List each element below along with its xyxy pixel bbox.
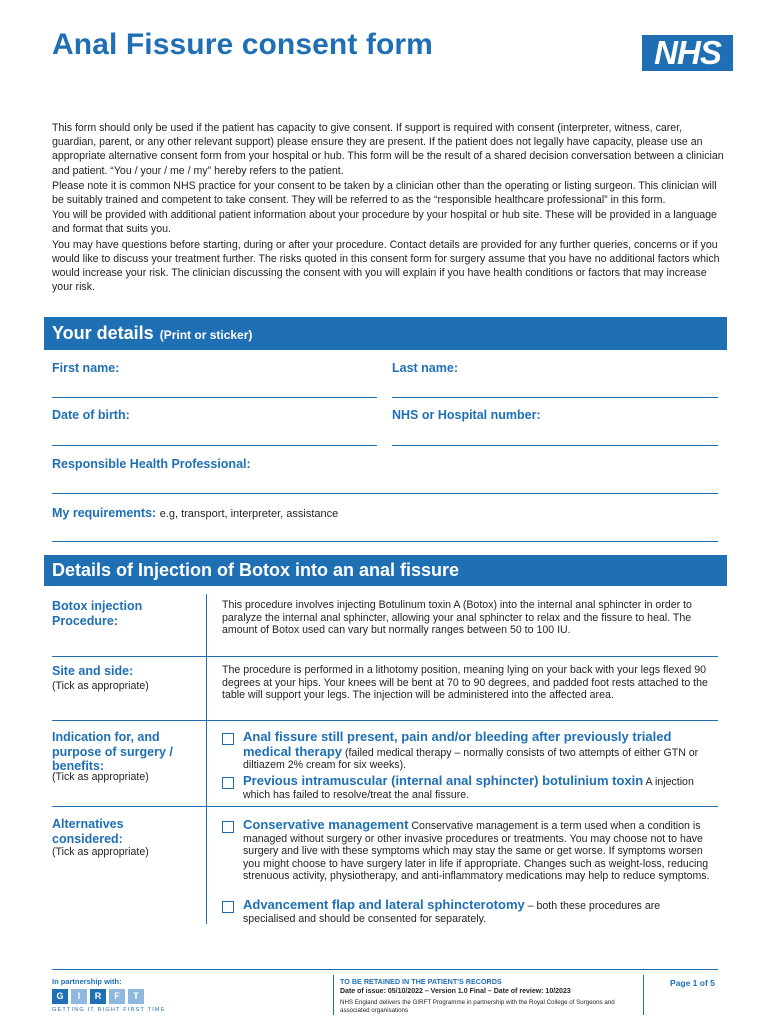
girft-tagline: GETTING IT RIGHT FIRST TIME bbox=[52, 1007, 166, 1013]
row-divider bbox=[52, 656, 718, 657]
responsible-professional-field[interactable] bbox=[52, 493, 718, 494]
your-details-header bbox=[44, 317, 727, 350]
checkbox[interactable] bbox=[222, 901, 234, 913]
section-title: Your details bbox=[52, 323, 154, 343]
nhs-number-field[interactable] bbox=[392, 445, 718, 446]
responsible-professional-label: Responsible Health Professional: bbox=[52, 457, 251, 471]
girft-letter: T bbox=[128, 989, 144, 1004]
option-title: Conservative management bbox=[243, 817, 409, 832]
dob-field[interactable] bbox=[52, 445, 377, 446]
option-title: Advancement flap and lateral sphincterotomy bbox=[243, 897, 525, 912]
footer-divider-vertical bbox=[643, 975, 644, 1015]
option-text: A injection which has failed to resolve/treat the anal fissure. bbox=[243, 776, 694, 801]
footer-divider bbox=[52, 969, 718, 970]
girft-letter: I bbox=[71, 989, 87, 1004]
last-name-label: Last name: bbox=[392, 361, 458, 375]
botox-details-header bbox=[44, 555, 727, 586]
indication-sub: (Tick as appropriate) bbox=[52, 771, 149, 783]
girft-letter: R bbox=[90, 989, 106, 1004]
retain-notice: TO BE RETAINED IN THE PATIENT'S RECORDS bbox=[340, 977, 502, 986]
site-text: The procedure is performed in a lithotomy position, meaning lying on your back with your legs flexed 90 degrees at your hips. Your knees will be bent at 70 to 90 degrees, and padded foot rests attached to the table will support your legs. The injection will be administered into the affected area. bbox=[222, 664, 708, 702]
intro-paragraph: This form should only be used if the patient has capacity to give consent. If support is required with consent (interpreter, witness, carer, guardian, parent, or any other relevant support) please ensure they are present. If the patient does not legally have capacity, please use an appropriate alternative consent form from your hospital or hub. This form will be the result of a shared decision conversation between a clinician and patient. “You / your / me / my” hereby refers to the patient. bbox=[52, 122, 724, 177]
alternatives-option bbox=[222, 898, 712, 925]
option-text: Conservative management is a term used when a condition is managed without surgery or other invasive procedures or treatments. You may choose not to have surgery and live with these symptoms which may stay the same or get worse. If symptoms worsen you might choose to have surgery later in life if appropriate. Changes such as weight-loss, reducing strenuous activity, physiotherapy, and anti-inflammatory medications may help to reduce symptoms. bbox=[243, 820, 710, 882]
checkbox[interactable] bbox=[222, 821, 234, 833]
girft-letter: G bbox=[52, 989, 68, 1004]
option-title: Anal fissure still present, pain and/or bleeding after previously trialed medical therapy bbox=[243, 729, 672, 759]
intro-paragraph: You will be provided with additional patient information about your procedure by your hospital or hub site. These will be provided in a language and format that suits you. bbox=[52, 209, 717, 236]
nhs-logo: NHS bbox=[642, 35, 733, 71]
first-name-field[interactable] bbox=[52, 397, 377, 398]
alternatives-sub: (Tick as appropriate) bbox=[52, 846, 149, 858]
last-name-field[interactable] bbox=[392, 397, 718, 398]
page-number: Page 1 of 5 bbox=[670, 978, 715, 988]
partnership-note: NHS England delivers the GIRFT Programme in partnership with the Royal College of Surgeons and associated organisations bbox=[340, 999, 615, 1014]
site-sub: (Tick as appropriate) bbox=[52, 680, 149, 692]
indication-label: Indication for, and purpose of surgery / benefits: bbox=[52, 730, 173, 773]
indication-option bbox=[222, 730, 712, 772]
checkbox[interactable] bbox=[222, 733, 234, 745]
alternatives-label: Alternatives considered: bbox=[52, 817, 124, 846]
first-name-label: First name: bbox=[52, 361, 120, 375]
option-text: – both these procedures are specialised and should be consented for separately. bbox=[243, 900, 661, 925]
procedure-label: Botox injection Procedure: bbox=[52, 599, 143, 628]
section-title: Details of Injection of Botox into an anal fissure bbox=[52, 560, 460, 580]
alternatives-option bbox=[222, 818, 712, 883]
option-title: Previous intramuscular (internal anal sphincter) botulinium toxin bbox=[243, 773, 644, 788]
requirements-label bbox=[52, 506, 338, 520]
requirements-hint: e.g, transport, interpreter, assistance bbox=[159, 508, 339, 520]
site-label: Site and side: bbox=[52, 664, 134, 678]
section-subtitle: (Print or sticker) bbox=[159, 328, 253, 342]
option-text: (failed medical therapy – normally consists of two attempts of either GTN or diltiazem 2% cream for six weeks). bbox=[243, 746, 699, 771]
column-divider bbox=[206, 594, 207, 924]
requirements-field[interactable] bbox=[52, 541, 718, 542]
intro-paragraph: You may have questions before starting, during or after your procedure. Contact details are provided for any further queries, concerns or if you would like to discuss your treatment further. The risks quoted in this consent form for surgery assume that you have no additional factors which would increase your risk. The clinician discussing the consent with you will explain if you have health conditions or factors that may increase your risk. bbox=[52, 238, 720, 294]
partnership-label: In partnership with: bbox=[52, 977, 122, 986]
intro-paragraph: Please note it is common NHS practice for your consent to be taken by a clinician other than the operating or listing surgeon. This clinician will be suitably trained and competent to take consent. They will be referred to as the “responsible healthcare professional” in this form. bbox=[52, 179, 717, 207]
intro-text bbox=[52, 121, 727, 295]
indication-option bbox=[222, 774, 712, 801]
checkbox[interactable] bbox=[222, 777, 234, 789]
row-divider bbox=[52, 806, 718, 807]
dob-label: Date of birth: bbox=[52, 408, 130, 422]
footer-divider-vertical bbox=[333, 975, 334, 1015]
row-divider bbox=[52, 720, 718, 721]
issue-date: Date of issue: 05/10/2022 – Version 1.0 Final – Date of review: 10/2023 bbox=[340, 988, 571, 995]
requirements-title: My requirements: bbox=[52, 506, 157, 520]
girft-logo bbox=[52, 989, 144, 1004]
procedure-text: This procedure involves injecting Botulinum toxin A (Botox) into the internal anal sphincter in order to paralyze the internal anal sphincter, allowing your anal sphincter to relax and the fissure to heal. The amount of Botox used can vary but normally ranges between 50 to 100 IU. bbox=[222, 599, 692, 637]
nhs-number-label: NHS or Hospital number: bbox=[392, 408, 541, 422]
page-title: Anal Fissure consent form bbox=[52, 28, 433, 61]
girft-letter: F bbox=[109, 989, 125, 1004]
